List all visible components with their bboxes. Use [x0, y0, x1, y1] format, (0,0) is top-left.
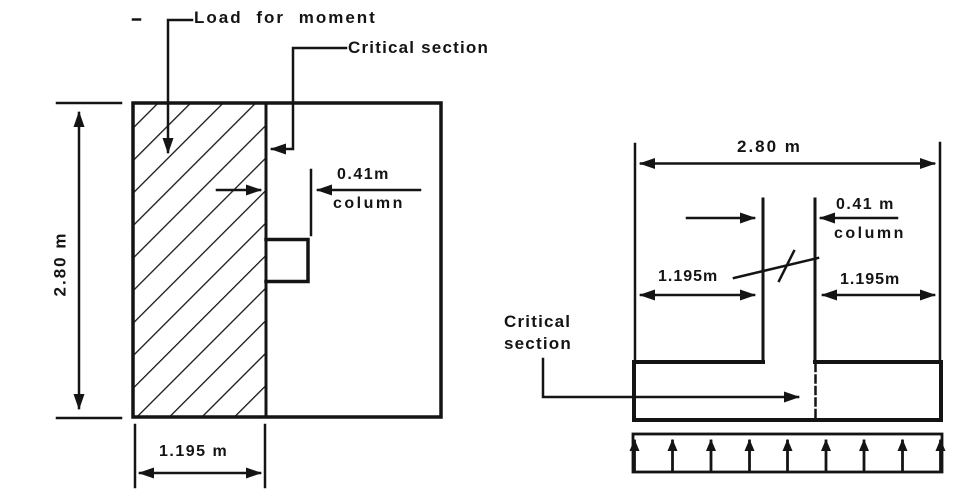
critical-section-label-plan: Critical section — [348, 38, 490, 57]
critical-section-leader-plan — [272, 48, 346, 149]
column-width-dim-label-elev: 0.41 m — [836, 196, 895, 213]
critical-section-label-elev — [504, 311, 572, 355]
elev-footing-slab-outline — [634, 362, 941, 420]
column-width-dim-label-plan: 0.41m — [337, 166, 390, 183]
elevation-view — [543, 143, 942, 472]
heel-dim-right-label-elev: 1.195m — [840, 271, 901, 288]
plan-column-outline — [266, 240, 308, 282]
critical-section-label-elev-line2: section — [504, 334, 572, 353]
heel-dim-left-label-elev: 1.195m — [658, 268, 719, 285]
soil-pressure-diagram — [633, 434, 942, 472]
side-dim-label-plan: 2.80 m — [50, 231, 70, 297]
width-dim-label-elev: 2.80 m — [737, 137, 802, 156]
plan-view — [57, 20, 441, 488]
load-for-moment-hatch-area — [133, 103, 266, 417]
elev-column-lines — [763, 199, 815, 360]
elev-column-break-mark — [734, 251, 818, 281]
heel-dim-label-plan: 1.195 m — [159, 443, 229, 460]
column-word-label-plan: column — [333, 195, 405, 212]
critical-section-label-elev-line1: Critical — [504, 312, 572, 331]
column-word-label-elev: column — [834, 225, 906, 242]
load-for-moment-label: Load for moment — [194, 8, 377, 27]
critical-section-leader-elev — [543, 359, 798, 397]
